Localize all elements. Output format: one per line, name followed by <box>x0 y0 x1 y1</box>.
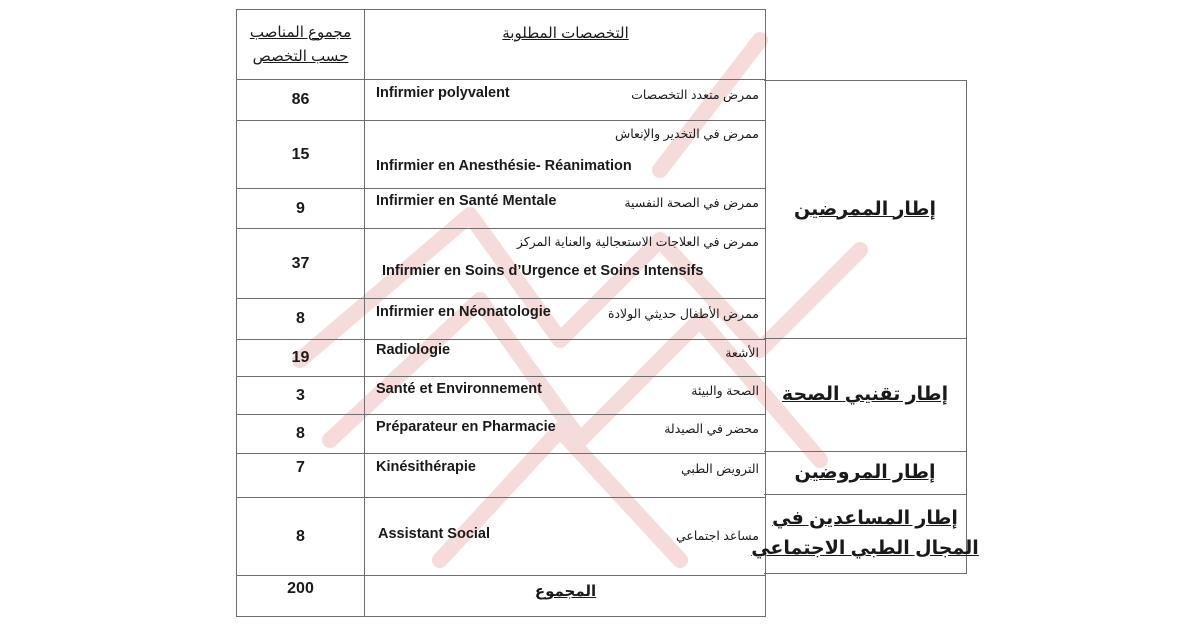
row-count: 86 <box>237 80 365 120</box>
row-count: 8 <box>237 415 365 453</box>
header-specialties <box>366 10 765 79</box>
table-row <box>237 497 765 575</box>
table-row <box>237 228 765 298</box>
specialty-ar: محضر في الصيدلة <box>664 422 759 436</box>
header-specialties-label: التخصصات المطلوبة <box>502 25 629 42</box>
row-count: 3 <box>237 377 365 414</box>
row-specialty <box>366 80 765 120</box>
row-specialty <box>366 377 765 414</box>
total-label-text: المجموع <box>534 583 597 600</box>
header-count-line1: مجموع المناصب <box>249 23 352 41</box>
total-count: 200 <box>237 576 365 616</box>
row-specialty <box>366 121 765 188</box>
specialty-ar: الترويض الطبي <box>681 462 759 476</box>
table-header <box>237 9 765 79</box>
specialty-ar: ممرض في الصحة النفسية <box>624 196 759 210</box>
category-label-line1: إطار المساعدين في <box>772 508 958 529</box>
category-social-medical-assistants <box>751 494 979 574</box>
category-nurses <box>764 80 966 338</box>
specialty-ar: ممرض الأطفال حديثي الولادة <box>607 307 759 321</box>
table-row <box>237 120 765 188</box>
category-label: إطار تقنيي الصحة <box>781 384 949 405</box>
row-specialty <box>366 299 765 339</box>
specialty-fr: Infirmier en Soins d’Urgence et Soins Intensifs <box>382 263 704 279</box>
category-label: إطار المروضين <box>794 462 936 483</box>
specialty-fr: Santé et Environnement <box>376 381 542 397</box>
table-row <box>237 453 765 497</box>
row-specialty <box>366 340 765 376</box>
row-specialty <box>366 415 765 453</box>
row-count: 9 <box>237 189 365 228</box>
total-row <box>237 575 765 617</box>
positions-table <box>236 9 766 617</box>
table-row <box>237 414 765 453</box>
specialty-fr: Infirmier polyvalent <box>376 85 510 101</box>
specialty-ar: ممرض متعدد التخصصات <box>631 88 759 102</box>
specialty-ar: ممرض في العلاجات الاستعجالية والعناية المركز <box>516 235 759 249</box>
specialty-fr: Radiologie <box>376 342 451 358</box>
row-specialty <box>366 229 765 298</box>
row-count: 8 <box>237 498 365 575</box>
row-specialty <box>366 454 765 497</box>
specialty-fr: Préparateur en Pharmacie <box>376 419 556 435</box>
table-row <box>237 79 765 120</box>
specialty-fr: Infirmier en Anesthésie- Réanimation <box>376 158 632 174</box>
category-label: إطار الممرضين <box>794 198 936 220</box>
row-specialty <box>366 498 765 575</box>
row-count: 37 <box>237 229 365 298</box>
row-specialty <box>366 189 765 228</box>
row-count: 8 <box>237 299 365 339</box>
table-row <box>237 298 765 339</box>
specialty-fr: Infirmier en Néonatologie <box>376 304 551 320</box>
specialty-fr: Assistant Social <box>378 526 491 542</box>
row-count: 7 <box>237 454 365 497</box>
row-count: 15 <box>237 121 365 188</box>
categories-column <box>751 80 979 574</box>
specialty-ar: مساعد اجتماعي <box>675 529 759 543</box>
header-count-line2: حسب التخصص <box>252 47 349 65</box>
category-health-technicians <box>764 338 966 451</box>
table-row <box>237 339 765 376</box>
header-count <box>237 10 365 79</box>
category-physiotherapists <box>764 451 966 494</box>
row-count: 19 <box>237 340 365 376</box>
specialty-ar: الأشعة <box>725 346 759 360</box>
category-label-line2: المجال الطبي الاجتماعي <box>751 538 979 559</box>
table-row <box>237 376 765 414</box>
specialty-fr: Kinésithérapie <box>376 459 476 475</box>
specialty-ar: ممرض في التخدير والإنعاش <box>614 127 759 141</box>
table-row <box>237 188 765 228</box>
total-label <box>366 576 765 616</box>
specialty-fr: Infirmier en Santé Mentale <box>376 193 557 209</box>
specialty-ar: الصحة والبيئة <box>691 384 759 398</box>
